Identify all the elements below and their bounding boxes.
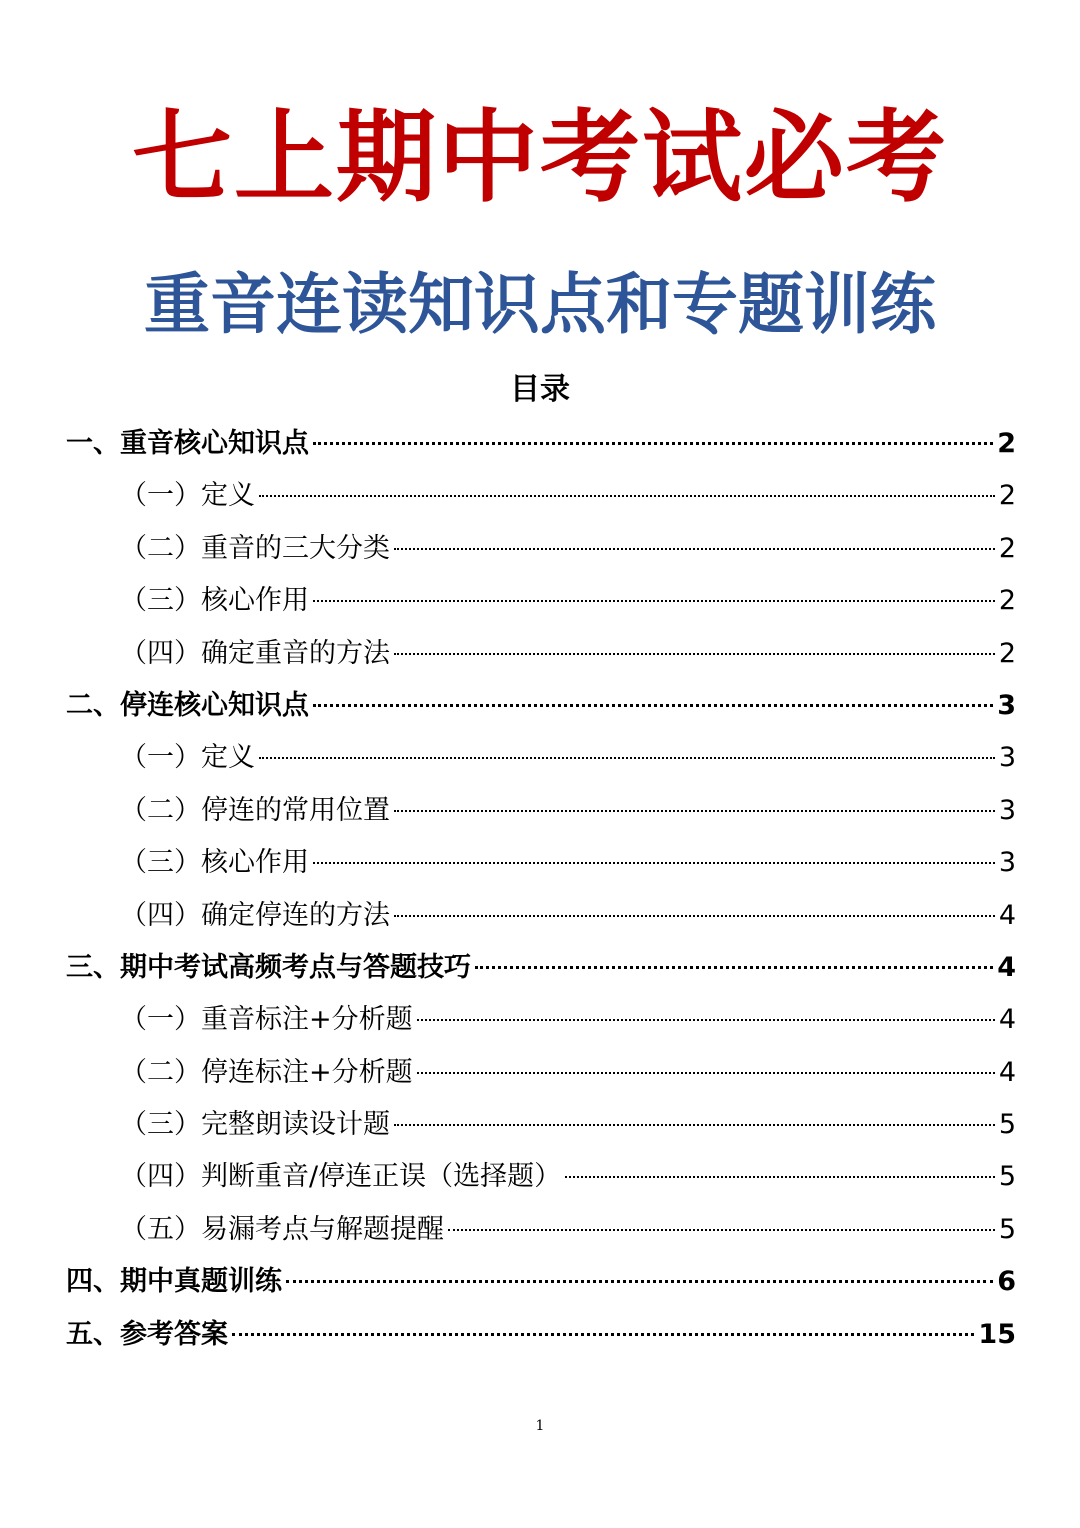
toc-entry-section[interactable] <box>66 680 1016 732</box>
toc-entry-page: 5 <box>998 1109 1016 1141</box>
table-of-contents <box>66 418 1016 1361</box>
toc-entry-label: （二）停连标注+分析题 <box>120 1056 413 1088</box>
toc-entry-section[interactable] <box>66 942 1016 994</box>
toc-dot-leader <box>394 548 995 550</box>
toc-entry-label: （四）确定停连的方法 <box>120 899 390 931</box>
toc-entry-label: 一、重音核心知识点 <box>66 428 309 459</box>
toc-dot-leader <box>475 966 993 969</box>
toc-entry-subsection[interactable] <box>66 1099 1016 1151</box>
toc-entry-page: 3 <box>998 794 1016 826</box>
toc-entry-subsection[interactable] <box>66 890 1016 942</box>
toc-entry-label: （五）易漏考点与解题提醒 <box>120 1213 444 1245</box>
toc-dot-leader <box>259 495 995 497</box>
toc-dot-leader <box>394 653 995 655</box>
toc-dot-leader <box>313 442 993 445</box>
toc-entry-label: （三）核心作用 <box>120 585 309 617</box>
toc-entry-label: （三）核心作用 <box>120 847 309 879</box>
toc-entry-page: 3 <box>998 847 1016 879</box>
toc-entry-label: （三）完整朗读设计题 <box>120 1109 390 1141</box>
toc-dot-leader <box>313 704 993 707</box>
toc-entry-subsection[interactable] <box>66 1204 1016 1256</box>
toc-entry-section[interactable] <box>66 1309 1016 1361</box>
toc-dot-leader <box>313 862 995 864</box>
toc-entry-page: 4 <box>997 951 1016 983</box>
toc-entry-page: 2 <box>998 532 1016 564</box>
page-number: 1 <box>535 1418 545 1434</box>
toc-entry-page: 15 <box>978 1318 1016 1350</box>
toc-entry-section[interactable] <box>66 418 1016 470</box>
toc-entry-subsection[interactable] <box>66 837 1016 889</box>
toc-entry-label: （四）判断重音/停连正误（选择题） <box>120 1161 562 1193</box>
toc-entry-label: 二、停连核心知识点 <box>66 689 309 721</box>
toc-heading: 目录 <box>510 372 570 407</box>
toc-entry-subsection[interactable] <box>66 785 1016 837</box>
toc-dot-leader <box>394 915 995 917</box>
toc-dot-leader <box>286 1280 993 1283</box>
toc-entry-label: （二）重音的三大分类 <box>120 532 390 564</box>
toc-entry-subsection[interactable] <box>66 1047 1016 1099</box>
toc-entry-subsection[interactable] <box>66 628 1016 680</box>
toc-dot-leader <box>565 1176 995 1178</box>
toc-entry-page: 6 <box>997 1266 1016 1298</box>
toc-entry-label: （二）停连的常用位置 <box>120 794 390 826</box>
toc-entry-subsection[interactable] <box>66 575 1016 627</box>
toc-entry-label: 三、期中考试高频考点与答题技巧 <box>66 951 471 983</box>
toc-dot-leader <box>417 1019 995 1021</box>
toc-entry-label: （四）确定重音的方法 <box>120 637 390 669</box>
toc-dot-leader <box>232 1333 974 1336</box>
toc-entry-page: 4 <box>998 1004 1016 1036</box>
toc-entry-page: 4 <box>998 899 1016 931</box>
toc-entry-page: 4 <box>998 1056 1016 1088</box>
toc-entry-label: （一）重音标注+分析题 <box>120 1004 413 1036</box>
toc-entry-page: 5 <box>998 1161 1016 1193</box>
toc-entry-section[interactable] <box>66 1256 1016 1308</box>
toc-entry-subsection[interactable] <box>66 732 1016 784</box>
toc-entry-label: （一）定义 <box>120 480 255 512</box>
toc-entry-subsection[interactable] <box>66 1151 1016 1203</box>
toc-dot-leader <box>259 757 995 759</box>
toc-entry-subsection[interactable] <box>66 523 1016 575</box>
toc-entry-page: 2 <box>998 637 1016 669</box>
document-subtitle: 重音连读知识点和专题训练 <box>144 266 936 343</box>
toc-dot-leader <box>417 1072 995 1074</box>
toc-entry-subsection[interactable] <box>66 470 1016 522</box>
toc-entry-label: 五、参考答案 <box>66 1318 228 1350</box>
toc-entry-label: （一）定义 <box>120 742 255 774</box>
toc-entry-page: 2 <box>997 428 1016 459</box>
toc-dot-leader <box>313 600 995 602</box>
toc-dot-leader <box>394 810 995 812</box>
toc-dot-leader <box>448 1229 995 1231</box>
document-title: 七上期中考试必考 <box>132 99 948 216</box>
toc-entry-label: 四、期中真题训练 <box>66 1266 282 1298</box>
toc-entry-page: 5 <box>998 1213 1016 1245</box>
toc-entry-page: 3 <box>997 689 1016 721</box>
toc-entry-page: 2 <box>998 480 1016 512</box>
toc-entry-page: 2 <box>998 585 1016 617</box>
toc-entry-page: 3 <box>998 742 1016 774</box>
toc-entry-subsection[interactable] <box>66 994 1016 1046</box>
toc-dot-leader <box>394 1124 995 1126</box>
